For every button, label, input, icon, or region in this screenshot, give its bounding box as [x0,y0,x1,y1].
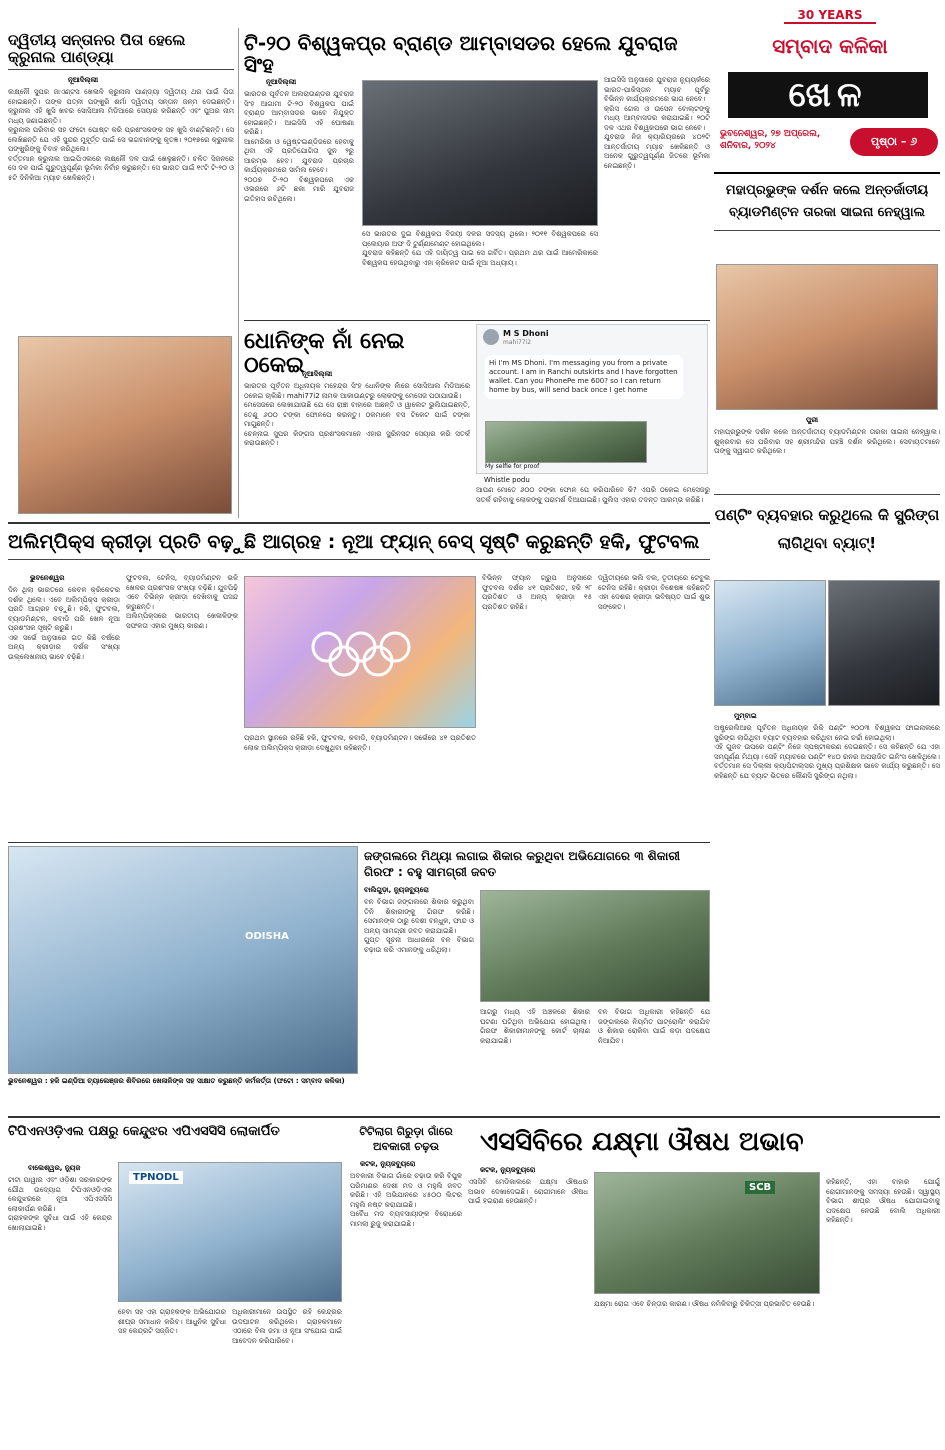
excise-dateline: କଟକ, ନ୍ୟୁଜବ୍ୟୁରୋ [360,1160,416,1168]
ponting-body: ଅଷ୍ଟ୍ରେଲିଆର ପୂର୍ବତନ ଅଧିନାୟକ ରିକି ପଣ୍ଟିଂ ୨୦୦୩ ବିଶ୍ୱକପ ଫାଇନାଲରେ ସ୍ପ୍ରିଙ୍ଗ ଲାଗିଥିବା ବ୍ୟାଟ ବ୍ୟବହାର କରିଥିବା ନେଇ ଚର୍ଚ୍ଚା ହୋଇଥିଲା। ଏହି ଗୁଜବ ଉପରେ ପଣ୍ଟିଂ ନିଜେ ସ୍ପଷ୍ଟୀକରଣ ଦେଇଛନ୍ତି। ସେ କହିଛନ୍ତି ଯେ ଏହା ସମ୍ପୂର୍ଣ୍ଣ ମିଥ୍ୟା। ସେହି ମ୍ୟାଚରେ ପଣ୍ଟିଂ ୧୪୦ ରନର ଅପରାଜିତ ଇନିଂସ ଖେଳିଥିଲେ। ବର୍ତ୍ତମାନ ସେ ଦିଲ୍ଲୀ କ୍ୟାପିଟାଲ୍ସର ମୁଖ୍ୟ ପ୍ରଶିକ୍ଷକ ଭାବେ କାର୍ଯ୍ୟ କରୁଛନ୍ତି। ସେ କହିଛନ୍ତି ଯେ ବ୍ୟାଟ ଭିତରେ କୌଣସି ସ୍ପ୍ରିଙ୍ଗ ନଥିଲା। [714,724,940,780]
ponting-article [714,494,940,1114]
tpnodl-headline: ଟିପିଏନଓଡ଼ିଏଲ ପକ୍ଷରୁ କେନ୍ଦୁଝର ଏପିଏସସିସି ଲୋକାର୍ପିତ [8,1124,280,1139]
dhoni-headline: ଧୋନିଙ୍କ ନାଁ ନେଇ ଠକେଇ [244,329,405,379]
chat-avatar [483,329,499,345]
tb-col2: ଯକ୍ଷ୍ମା ରୋଗ ଏବେ ଚିନ୍ତାର କାରଣ। ଔଷଧ ନମିଳିବାରୁ ଚିକିତ୍ସା ପ୍ରଭାବିତ ହେଉଛି। [594,1300,815,1308]
issue-date: ଭୁବନେଶ୍ୱର, ୨୭ ଅପ୍ରେଲ, ଶନିବାର, ୨୦୨୪ [720,129,821,151]
olympics-col4: ବିଭିନ୍ନ ଫ୍ୟାନ ଗ୍ରୁପ ଅନୁସାରେ ଫୁଟବଲ ଦର୍ଶକ ୪୧ ପ୍ରତିଶତ, ହକି ୨୮ ପ୍ରତିଶତ ଓ ଅନ୍ୟ କ୍ରୀଡ଼ା ୧୫ ପ୍ରତିଶତ ରହିଛି। [482,574,592,611]
dhoni-body: ଭାରତର ପୂର୍ବତନ ଅଧିନାୟକ ମହେନ୍ଦ୍ର ସିଂହ ଧୋନିଙ୍କ ନାଁରେ ସୋସିଆଲ ମିଡିଆରେ ଠକେଇ ଚାଲିଛି। mahi77i2 ନାମକ ଆକାଉଣ୍ଟରୁ ଲୋକଙ୍କୁ ମେସେଜ ପଠାଯାଉଛି। ମେସେଜରେ ଲେଖାଯାଉଛି ଯେ ସେ ରାଞ୍ଚୀ ବାହାରେ ଅଛନ୍ତି ଓ ୱାଲେଟ ଭୁଲିଯାଇଛନ୍ତି, ତେଣୁ ୬୦୦ ଟଙ୍କା ଫୋନପେ କରନ୍ତୁ। ଠକମାନେ ବସ ଟିକେଟ ପାଇଁ ଟଙ୍କା ମାଗୁଛନ୍ତି। ଚେନ୍ନାଇ ସୁପର କିଙ୍ଗସ ପ୍ରଶଂସକମାନେ ଏହାର ସ୍କ୍ରିନସଟ ସେୟାର କରି ସତର୍କ କରାଉଛନ୍ତି। [244,382,470,447]
hockey-caption: ଭୁବନେଶ୍ୱର : ହକି ଇଣ୍ଡିଆ ଚ୍ୟାଲେଞ୍ଜର ଶିବିରରେ ଖେଳାଳିଙ୍କ ସହ ସାକ୍ଷାତ କରୁଛନ୍ତି କର୍ମକର୍ତ୍ତା (ଫଟୋ : ସମ୍ବାଦ କଳିକା) [8,1077,345,1085]
section-title: ଖେଳ [728,72,928,118]
hockey-handshake-photo [8,846,358,1074]
tb-article [468,1122,940,1444]
olympics-illustration [244,576,476,728]
yuvraj-article [244,28,710,320]
ponting-photo-left [714,580,826,706]
hunters-dateline: ବାଲିଗୁଡ଼ା, ନ୍ୟୁଜବ୍ୟୁରୋ [364,886,429,894]
yuvraj-photo [362,80,598,226]
hunters-col1: ବନ ବିଭାଗ ଜଙ୍ଗଲରେ ଶିକାର କରୁଥିବା ତିନି ଶିକାରୀଙ୍କୁ ଗିରଫ କରିଛି। ସେମାନଙ୍କ ଠାରୁ ଦେଶୀ ବନ୍ଧୁକ, ଫାନ୍ଦ ଓ ଅନ୍ୟ ସାମଗ୍ରୀ ଜବତ କରାଯାଇଛି। ଗୁପ୍ତ ସୂଚନା ଆଧାରରେ ବନ ବିଭାଗ ଚଢ଼ାଉ କରି ଏମାନଙ୍କୁ ଧରିଥିଲା। [364,898,474,954]
saina-temple-photo [716,264,938,410]
yuvraj-dateline: ନୂଆଦିଲ୍ଲୀ [266,78,297,86]
chat-footer: Whistle podu [484,476,530,484]
olympics-dateline: ଭୁବନେଶ୍ୱର [30,574,65,582]
yuvraj-body-mid: ସେ ଭାରତର ଦୁଇ ବିଶ୍ୱକପ ବିଜୟୀ ଦଳର ସଦସ୍ୟ ଥିଲେ। ୨୦୧୧ ବିଶ୍ୱକପରେ ସେ ପ୍ଲେୟାର ଅଫ ଦି ଟୁର୍ଣ୍ଣାମେଣ୍ଟ ହୋଇଥିଲେ। ଯୁବରାଜ କହିଛନ୍ତି ଯେ ଏହି ଦାୟିତ୍ୱ ପାଇ ସେ ଗର୍ବିତ। ପ୍ରଥମ ଥର ପାଇଁ ଆମେରିକାରେ ବିଶ୍ୱକପ ହେଉଥିବାରୁ ଏହା କ୍ରିକେଟ ପାଇଁ ନୂଆ ଅଧ୍ୟାୟ। [362,230,598,267]
saina-body: ମହାପ୍ରଭୁଙ୍କ ଦର୍ଶନ କଲେ ଅନ୍ତର୍ଜାତୀୟ ବ୍ୟାଡମିଣ୍ଟନ ତାରକା ସାଇନା ନେହ୍‌ୱାଲ। ଶୁକ୍ରବାର ସେ ପରିବାର ସହ ଶ୍ରୀମନ୍ଦିର ପହଞ୍ଚି ଦର୍ଶନ କରିଥିଲେ। ସେବାୟତମାନେ ତାଙ୍କୁ ସ୍ୱାଗତ କରିଥିଲେ। [714,428,940,455]
tpnodl-article [8,1122,342,1444]
ponting-dateline: ମୁମ୍ବାଇ [734,712,757,720]
krunal-headline: ଦ୍ୱିତୀୟ ସନ୍ତାନର ପିତା ହେଲେ କ୍ରୁନାଲ ପାଣ୍ଡ୍ୟା [8,30,234,70]
chat-selfie-image [485,421,647,463]
tpnodl-col2: ହେବା ସହ ଏହା ଗ୍ରାହକଙ୍କ ଅଭିଯୋଗର ଶୀଘ୍ର ସମାଧାନ କରିବ। ଆଧୁନିକ ସୁବିଧା ସହ କେନ୍ଦ୍ରଟି ସଜ୍ଜିତ। [118,1308,226,1335]
saina-article [714,172,940,488]
scb-sign: SCB [745,1181,775,1194]
krunal-body: ଲକ୍ଷ୍ନୌ ସୁପର ଜାଏଣ୍ଟସ ଖେଳାଳି କ୍ରୁନାଲ ପାଣ୍ଡ୍ୟା ଦ୍ୱିତୀୟ ଥର ପାଇଁ ପିତା ହୋଇଛନ୍ତି। ତାଙ୍କ ପତ୍ନୀ ପଙ୍ଖୁରି ଶର୍ମା ଦ୍ୱିତୀୟ ସନ୍ତାନ ଜନ୍ମ ଦେଇଛନ୍ତି। କ୍ରୁନାଲ ଏହି ଖୁସି ଖବର ସୋସିଆଲ ମିଡିଆରେ ସେୟାର କରିଛନ୍ତି ଏବଂ ପୁଅର ନାମ ମଧ୍ୟ ଜଣାଇଛନ୍ତି। କ୍ରୁନାଲ ପରିବାର ସହ ଫଟୋ ପୋଷ୍ଟ କରି ପ୍ରଶଂସକଙ୍କ ସହ ଖୁସି ବାଣ୍ଟିଛନ୍ତି। ସେ ଲେଖିଛନ୍ତି ଯେ ଏହି ସୁନ୍ଦର ମୁହୂର୍ତ୍ତ ପାଇଁ ସେ ଭଗବାନଙ୍କୁ କୃତଜ୍ଞ। ୨୦୧୭ରେ କ୍ରୁନାଲ ପଙ୍ଖୁରିଙ୍କୁ ବିବାହ କରିଥିଲେ। ବର୍ତ୍ତମାନ କ୍ରୁନାଲ ଆଇପିଏଲରେ ଲକ୍ଷ୍ନୌ ଦଳ ପାଇଁ ଖେଳୁଛନ୍ତି। ଚଳିତ ସିଜନରେ ସେ ଦଳ ପାଇଁ ଗୁରୁତ୍ୱପୂର୍ଣ୍ଣ ଭୂମିକା ନିର୍ବାହ କରୁଛନ୍ତି। ସେ ଭାରତ ପାଇଁ ୧୯ଟି ଟି-୨୦ ଓ ୫ଟି ଦିନିକିଆ ମ୍ୟାଚ ଖେଳିଛନ୍ତି। [8,88,234,182]
chat-sender-handle: mahi77i2 [503,339,532,346]
olympics-col3: ପ୍ରଥମ ସ୍ଥାନରେ ରହିଛି ହକି, ଫୁଟବଲ, କବାଡି, ବ୍ୟାଡମିଣ୍ଟନ। ସର୍ଭେରେ ୪୧ ପ୍ରତିଶତ ଲୋକ ଅଲିମ୍ପିକ୍ସ କ୍ରୀଡ଼ା ଦେଖୁଥିବା କହିଛନ୍ତି। [244,734,476,752]
years-badge: 30 YEARS [784,8,876,24]
tpnodl-sign: TPNODL [129,1171,183,1184]
chat-message: Hi I'm MS Dhoni. I'm messaging you from a private account. I am in Ranchi outskirts and I have forgotten wallet. Can you PhonePe me 600? so I can return home by bus, will send back once I get home [485,355,683,399]
excise-headline: ଟିଟିଲାଗ ଗିରୁଡ଼ା ଗାଁରେ ଅବକାରୀ ଚଢ଼ଉ [359,1125,453,1153]
tpnodl-dateline: ବାଲେଶ୍ୱର, ନ୍ୟୁଜ [28,1164,81,1172]
dhoni-body-right: ଆପଣ ମୋତେ ୬୦୦ ଟଙ୍କା ଫୋନ ପେ କରିପାରିବେ କି? ଏପରି ଠକେଇ ମେସେଜରୁ ସତର୍କ ରହିବାକୁ ଲୋକଙ୍କୁ ପରାମର୍ଶ ଦିଆଯାଇଛି। ପୁଲିସ ଏହାର ତଦନ୍ତ ଆରମ୍ଭ କରିଛି। [476,486,710,504]
olympics-article [8,528,710,840]
saina-dateline: ପୁରୀ [806,416,819,424]
excise-article [350,1122,462,1444]
hunters-headline: ଜଙ୍ଗଲରେ ମିଥ୍ୟା ଲଗାଇ ଶିକାର କରୁଥିବା ଅଭିଯୋଗରେ ୩ ଶିକାରୀ ଗିରଫ : ବହୁ ସାମଗ୍ରୀ ଜବତ [364,849,681,879]
olympics-headline: ଅଲିମ୍ପିକ୍ସ କ୍ରୀଡ଼ା ପ୍ରତି ବଢ଼ୁଛି ଆଗ୍ରହ : ନୂଆ ଫ୍ୟାନ୍ ବେସ୍ ସୃଷ୍ଟି କରୁଛନ୍ତି ହକି, ଫୁଟବଲ [8,528,710,560]
hockey-feature [8,846,358,1102]
tpnodl-center-photo [118,1162,342,1302]
olympics-col2: ଫୁଟବଲ, ଟେନିସ, ବ୍ୟାଡମିଣ୍ଟନ ଭଳି ଖେଳର ପ୍ରଶଂସକ ସଂଖ୍ୟା ବଢ଼ିଛି। ଯୁବପିଢ଼ି ଏବେ ବିଭିନ୍ନ କ୍ରୀଡ଼ା ଦେଖିବାକୁ ପସନ୍ଦ କରୁଛନ୍ତି। ଅଲିମ୍ପିକ୍ସରେ ଭାରତୀୟ ଖେଳାଳିଙ୍କ ସଫଳତା ଏହାର ମୁଖ୍ୟ କାରଣ। [126,574,238,630]
krunal-dateline: ନୂଆଦିଲ୍ଲୀ [68,76,99,84]
page-number: ପୃଷ୍ଠା – ୬ [850,128,938,156]
chat-sender-name: M S Dhoni [503,329,549,338]
tpnodl-col1: ଟାଟା ପାୱାର ଏବଂ ଓଡ଼ିଶା ସରକାରଙ୍କ ଯୌଥ ଉଦ୍ୟୋଗ ଟିପିଏନଓଡ଼ିଏଲ କେନ୍ଦୁଝରରେ ନୂଆ ଏପିଏସସିସି ଲୋକାର୍ପଣ କରିଛି। ଗ୍ରାହକଙ୍କ ସୁବିଧା ପାଇଁ ଏହି କେନ୍ଦ୍ର ଖୋଲାଯାଇଛି। [8,1176,112,1232]
saina-headline: ମହାପ୍ରଭୁଙ୍କ ଦର୍ଶନ କଲେ ଅନ୍ତର୍ଜାତୀୟ ବ୍ୟାଡମିଣ୍ଟନ ତାରକା ସାଇନା ନେହ୍‌ୱାଲ [714,172,940,231]
hunters-col3: ବନ ବିଭାଗ ଅଧିକାରୀ କହିଛନ୍ତି ଯେ ଜଙ୍ଗଲରେ ନିୟମିତ ପାଟ୍ରୋଲିଂ କରାଯିବ ଓ ଶିକାର ରୋକିବା ପାଇଁ କଡ଼ା ପଦକ୍ଷେପ ନିଆଯିବ। [598,1008,710,1045]
ponting-photo-right [828,580,940,706]
tb-hospital-photo [594,1172,820,1294]
yuvraj-body-left: ଭାରତର ପୂର୍ବତନ ଅଲରାଉଣ୍ଡର ଯୁବରାଜ ସିଂହ ଆଗାମୀ ଟି-୨୦ ବିଶ୍ୱକପ ପାଇଁ ବ୍ରାଣ୍ଡ ଆମ୍ବାସଡର ଭାବେ ନିଯୁକ୍ତ ହୋଇଛନ୍ତି। ଆଇସିସି ଏହି ଘୋଷଣା କରିଛି। ଆମେରିକା ଓ ୱେଷ୍ଟଇଣ୍ଡିଜରେ ହେବାକୁ ଥିବା ଏହି ପ୍ରତିଯୋଗିତା ଜୁନ ୨ରୁ ଆରମ୍ଭ ହେବ। ଯୁବରାଜ ପ୍ରଚାର କାର୍ଯ୍ୟକ୍ରମରେ ସାମିଲ ହେବେ। ୨୦୦୭ ଟି-୨୦ ବିଶ୍ୱକପରେ ଏକ ଓଭରରେ ୬ଟି ଛକା ମାରି ଯୁବରାଜ ଇତିହାସ ରଚିଥିଲେ। [244,90,354,203]
masthead [714,6,940,166]
tb-headline: ଏସସିବିରେ ଯକ୍ଷ୍ମା ଔଷଧ ଅଭାବ [480,1127,804,1157]
krunal-article [8,30,234,516]
dhoni-dateline: ନୂଆଦିଲ୍ଲୀ [302,370,333,378]
hunters-col2: ଆଗରୁ ମଧ୍ୟ ଏହି ଅଞ୍ଚଳରେ ଶିକାର ଘଟଣା ଘଟିଥିବା ଅଭିଯୋଗ ହୋଇଥିଲା। ଗିରଫ ଶିକାରୀମାନଙ୍କୁ କୋର୍ଟ ଚାଲାଣ କରାଯାଇଛି। [480,1008,590,1045]
jersey-text: ODISHA [245,931,289,942]
tpnodl-col3: ଅଧିକାରୀମାନେ ଉପସ୍ଥିତ ରହି କେନ୍ଦ୍ରର ଉଦଘାଟନ କରିଥିଲେ। ଗ୍ରାହକମାନେ ଏଠାରେ ବିଲ ଜମା ଓ ନୂଆ ସଂଯୋଗ ପାଇଁ ଆବେଦନ କରିପାରିବେ। [232,1308,342,1345]
paper-name: ସମ୍ବାଦ କଳିକା [772,34,888,58]
tb-col1: ଏସସିବି ମେଡିକାଲରେ ଯକ୍ଷ୍ମା ଔଷଧର ଅଭାବ ଦେଖାଦେଇଛି। ରୋଗୀମାନେ ଔଷଧ ପାଇଁ ହଇରାଣ ହେଉଛନ୍ତି। [468,1178,588,1205]
tb-dateline: କଟକ, ନ୍ୟୁଜବ୍ୟୁରୋ [480,1166,536,1174]
dhoni-chat-screenshot [476,324,708,474]
yuvraj-body-right: ଆଇସିସି ଅନୁସାରେ ଯୁବରାଜ ନ୍ୟୁୟର୍କରେ ଭାରତ-ପାକିସ୍ତାନ ମ୍ୟାଚ ପୂର୍ବରୁ ବିଭିନ୍ନ କାର୍ଯ୍ୟକ୍ରମରେ ଭାଗ ନେବେ। କ୍ରିସ ଗେଲ ଓ ଉସେନ ବୋଲ୍ଟଙ୍କୁ ମଧ୍ୟ ଆମ୍ବାସଡର କରାଯାଇଛି। ୨୦ଟି ଦଳ ଏଥର ବିଶ୍ୱକପରେ ଭାଗ ନେବେ। ଯୁବରାଜ ନିଜ କ୍ୟାରିୟରରେ ୪୦୨ଟି ଆନ୍ତର୍ଜାତୀୟ ମ୍ୟାଚ ଖେଳିଛନ୍ତି ଓ ଅନେକ ଗୁରୁତ୍ୱପୂର୍ଣ୍ଣ ଜିତରେ ଭୂମିକା ନେଇଛନ୍ତି। [604,76,710,170]
yuvraj-headline: ଟି-୨୦ ବିଶ୍ୱକପ୍‌ର ବ୍ରାଣ୍ଡ ଆମ୍ବାସଡର ହେଲେ ଯୁବରାଜ ସିଂହ [244,31,678,77]
ponting-headline: ପଣ୍ଟିଂ ବ୍ୟବହାର କରୁଥିଲେ କି ସ୍ପ୍ରିଙ୍ଗ ଲାଗିଥିବା ବ୍ୟାଟ୍! [714,494,940,563]
tb-col3: କହିଛନ୍ତି, ଏହା ବାହାର ଯୋଗୁଁ ରୋଗୀମାନଙ୍କୁ ସମସ୍ୟା ହେଉଛି। ସ୍ୱାସ୍ଥ୍ୟ ବିଭାଗ ଶୀଘ୍ର ଔଷଧ ଯୋଗାଇବାକୁ ପଦକ୍ଷେପ ନେଉଛି ବୋଲି ଅଧିକାରୀ କହିଛନ୍ତି। [826,1178,940,1224]
olympics-col1: ଦିନ ଥିଲା ଭାରତରେ କେବଳ କ୍ରିକେଟର ଦର୍ଶକ ଥିଲେ। ଏବେ ଅଲିମ୍ପିକ୍ସ କ୍ରୀଡ଼ା ପ୍ରତି ଆଗ୍ରହ ବଢ଼ୁଛି। ହକି, ଫୁଟବଲ, ବ୍ୟାଡମିଣ୍ଟନ, କବାଡି ପରି ଖେଳ ନୂଆ ପ୍ରଶଂସକ ସୃଷ୍ଟି କରୁଛି। ଏକ ସର୍ଭେ ଅନୁସାରେ ଗତ କିଛି ବର୍ଷରେ ଅନ୍ୟ କ୍ରୀଡ଼ାର ଦର୍ଶକ ସଂଖ୍ୟା ଉଲ୍ଲେଖନୀୟ ଭାବେ ବଢ଼ିଛି। [8,586,120,661]
krunal-family-photo [18,336,232,514]
excise-body: ଅବକାରୀ ବିଭାଗ ଗାଁରେ ଚଢ଼ାଉ କରି ବିପୁଳ ପରିମାଣର ଦେଶୀ ମଦ ଓ ମହୁଲି ଜବତ କରିଛି। ଏହି ଅଭିଯାନରେ ୪୫୦୦ ଲିଟର ମହୁଲି ନଷ୍ଟ କରାଯାଇଛି। ଅବୈଧ ମଦ ବ୍ୟବସାୟୀଙ୍କ ବିରୋଧରେ ମାମଲା ରୁଜୁ କରାଯାଇଛି। [350,1172,462,1228]
hunters-article [364,846,710,1112]
olympics-col5: ଦ୍ୱିତୀୟରେ ଭଲି ବଲ, ତୃତୀୟରେ ଟେବୁଲ ଟେନିସ ରହିଛି। କ୍ରୀଡ଼ା ବିଶେଷଜ୍ଞ କହିଛନ୍ତି ଏହା ଦେଶର କ୍ରୀଡ଼ା ଭବିଷ୍ୟତ ପାଇଁ ଶୁଭ ସଙ୍କେତ। [598,574,710,611]
dhoni-article [244,324,710,522]
hunters-arrest-photo [480,890,710,1002]
olympic-rings-icon [245,577,476,728]
chat-selfie-caption: My selfie for proof [485,463,540,470]
